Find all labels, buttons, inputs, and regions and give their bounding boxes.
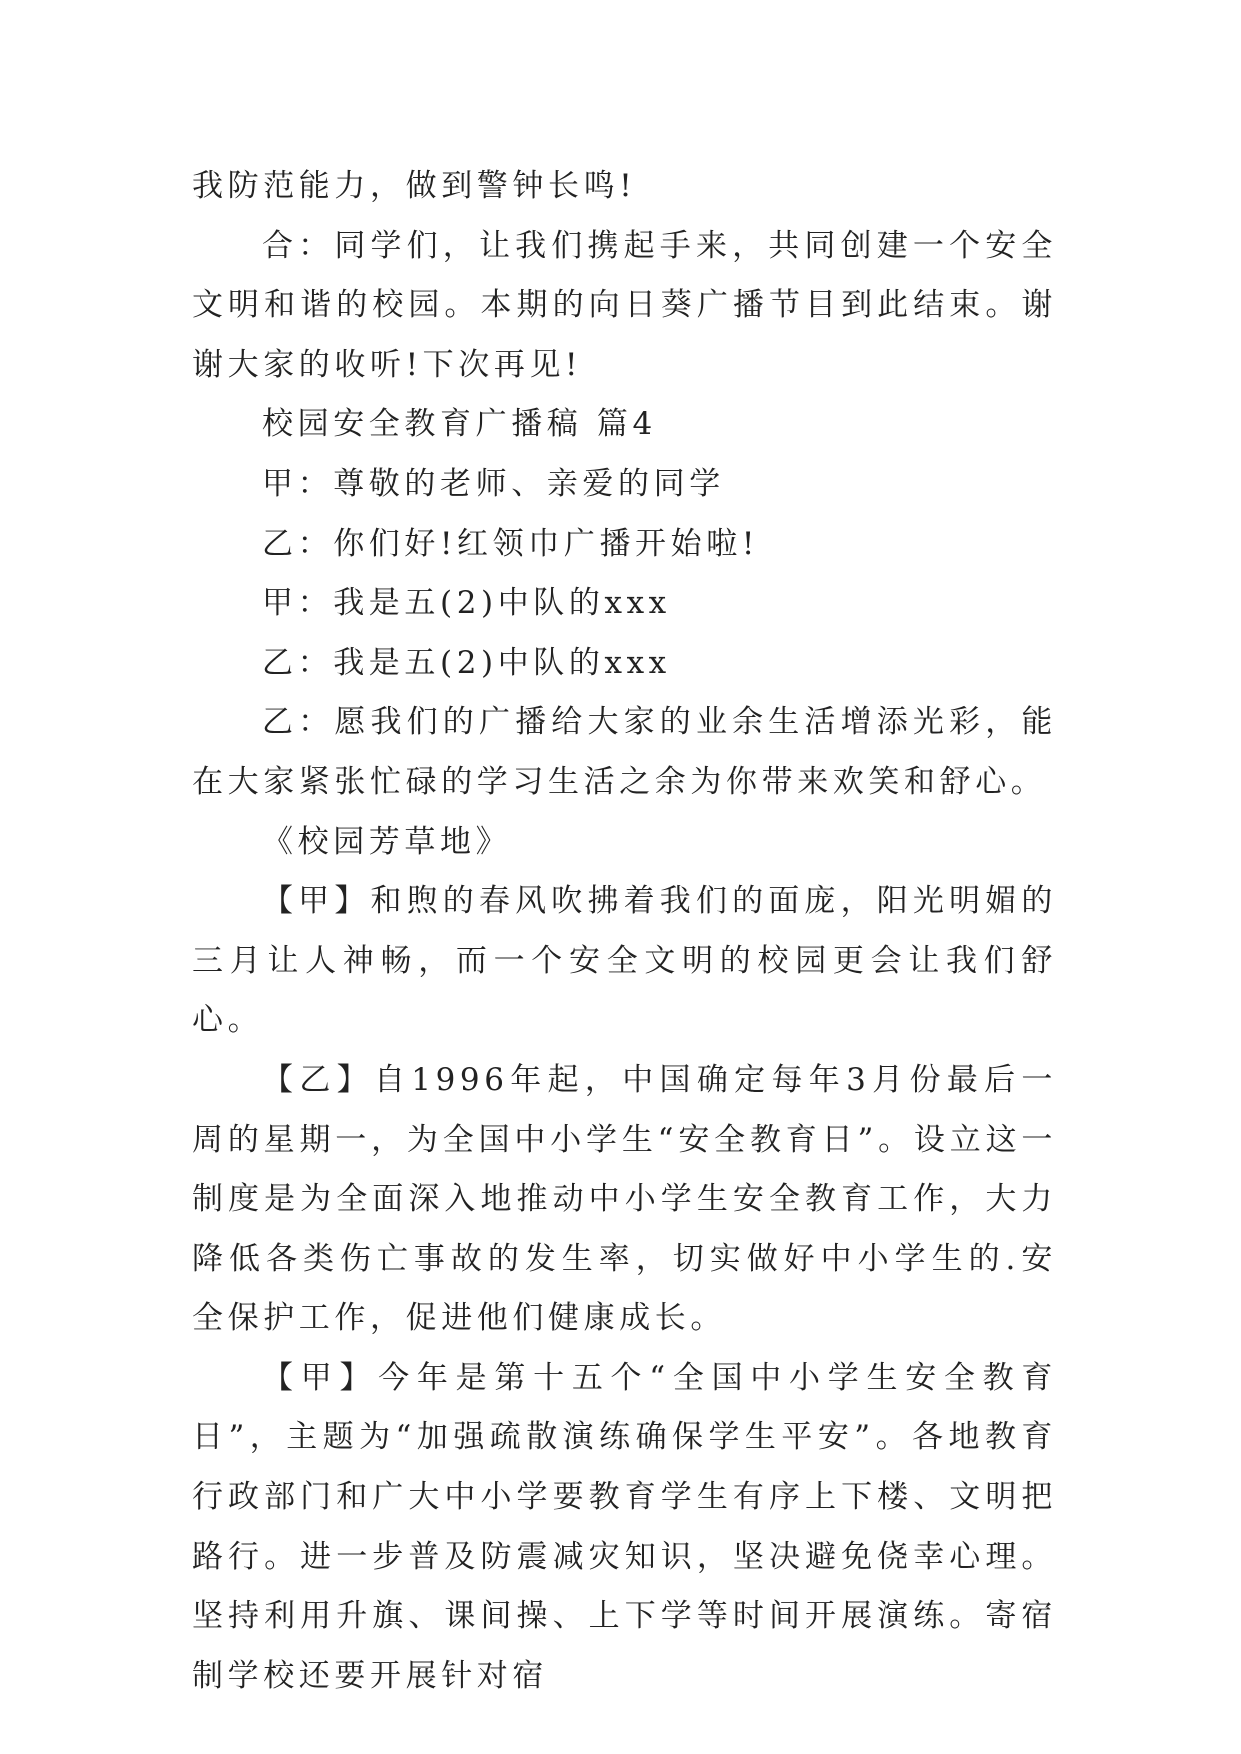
paragraph-11: 【乙】自1996年起，中国确定每年3月份最后一周的星期一，为全国中小学生“安全教育日”。设立这一制度是为全面深入地推动中小学生安全教育工作，大力降低各类伤亡事故的发生率，切实做好中小学生的.安全保护工作，促进他们健康成长。: [192, 1061, 1057, 1337]
document-body: [192, 157, 1057, 1706]
paragraph-2: 合：同学们，让我们携起手来，共同创建一个安全文明和谐的校园。本期的向日葵广播节目到此结束。谢谢大家的收听!下次再见!: [192, 227, 1057, 383]
paragraph-5: 乙：你们好!红领巾广播开始啦!: [262, 525, 759, 562]
paragraph-4: 甲：尊敬的老师、亲爱的同学: [262, 465, 725, 502]
paragraph-10: 【甲】和煦的春风吹拂着我们的面庞，阳光明媚的三月让人神畅，而一个安全文明的校园更会让我们舒心。: [192, 883, 1057, 1039]
paragraph-6: 甲：我是五(2)中队的xxx: [262, 585, 671, 622]
paragraph-1: 我防范能力，做到警钟长鸣!: [192, 168, 637, 204]
segment-title: 《校园芳草地》: [262, 823, 512, 860]
paragraph-12: 【甲】今年是第十五个“全国中小学生安全教育日”，主题为“加强疏散演练确保学生平安”。各地教育行政部门和广大中小学要教育学生有序上下楼、文明把路行。进一步普及防震减灾知识，坚决避免侥幸心理。坚持利用升旗、课间操、上下学等时间开展演练。寄宿制学校还要开展针对宿: [192, 1359, 1057, 1694]
paragraph-8: 乙：愿我们的广播给大家的业余生活增添光彩，能在大家紧张忙碌的学习生活之余为你带来欢笑和舒心。: [192, 704, 1057, 800]
paragraph-7: 乙：我是五(2)中队的xxx: [262, 644, 671, 681]
section-heading: 校园安全教育广播稿 篇4: [262, 406, 657, 443]
